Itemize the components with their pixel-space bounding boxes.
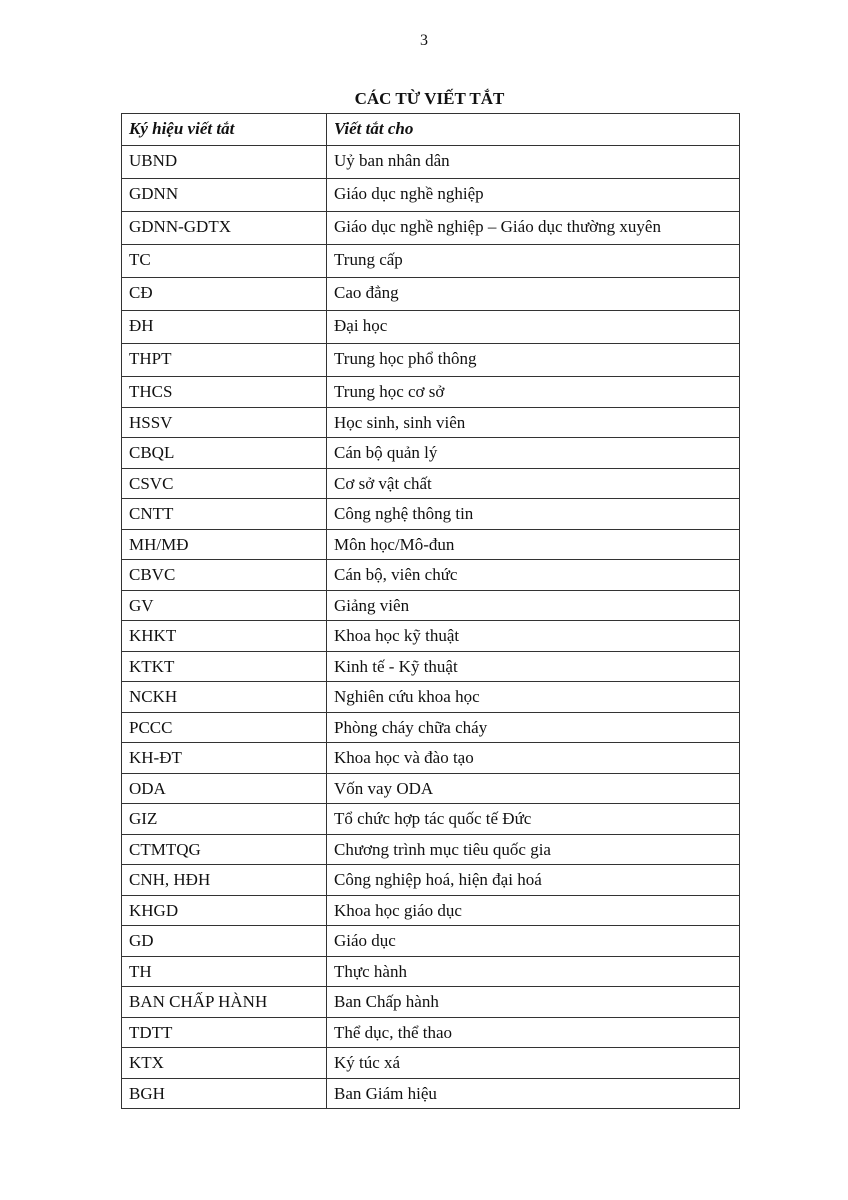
meaning-cell: Ban Giám hiệu: [327, 1078, 740, 1109]
abbreviation-cell: UBND: [122, 146, 327, 179]
abbreviation-cell: GDNN-GDTX: [122, 212, 327, 245]
meaning-cell: Cán bộ quản lý: [327, 438, 740, 469]
abbreviations-table-body: [122, 146, 740, 1109]
table-row: [122, 712, 740, 743]
abbreviation-cell: KH-ĐT: [122, 743, 327, 774]
meaning-cell: Đại học: [327, 311, 740, 344]
meaning-cell: Trung học phổ thông: [327, 344, 740, 377]
meaning-cell: Tổ chức hợp tác quốc tế Đức: [327, 804, 740, 835]
table-row: [122, 146, 740, 179]
meaning-cell: Khoa học và đào tạo: [327, 743, 740, 774]
table-row: [122, 804, 740, 835]
abbreviation-cell: GV: [122, 590, 327, 621]
table-row: [122, 529, 740, 560]
header-meaning: Viết tắt cho: [327, 114, 740, 146]
abbreviation-cell: CĐ: [122, 278, 327, 311]
table-header-row: [122, 114, 740, 146]
meaning-cell: Thực hành: [327, 956, 740, 987]
abbreviation-cell: CBQL: [122, 438, 327, 469]
abbreviation-cell: KHGD: [122, 895, 327, 926]
page-title: CÁC TỪ VIẾT TẮT: [354, 89, 505, 108]
meaning-cell: Cơ sở vật chất: [327, 468, 740, 499]
meaning-cell: Giáo dục nghề nghiệp: [327, 179, 740, 212]
table-row: [122, 499, 740, 530]
table-row: [122, 278, 740, 311]
table-row: [122, 212, 740, 245]
abbreviation-cell: KTKT: [122, 651, 327, 682]
table-row: [122, 377, 740, 408]
meaning-cell: Học sinh, sinh viên: [327, 407, 740, 438]
header-abbreviation: Ký hiệu viết tắt: [122, 114, 327, 146]
abbreviation-cell: HSSV: [122, 407, 327, 438]
table-row: [122, 956, 740, 987]
meaning-cell: Giáo dục: [327, 926, 740, 957]
meaning-cell: Công nghệ thông tin: [327, 499, 740, 530]
meaning-cell: Chương trình mục tiêu quốc gia: [327, 834, 740, 865]
meaning-cell: Công nghiệp hoá, hiện đại hoá: [327, 865, 740, 896]
abbreviation-cell: GDNN: [122, 179, 327, 212]
meaning-cell: Phòng cháy chữa cháy: [327, 712, 740, 743]
abbreviations-table: [121, 113, 740, 1109]
abbreviation-cell: BGH: [122, 1078, 327, 1109]
table-row: [122, 926, 740, 957]
table-row: [122, 621, 740, 652]
abbreviation-cell: THPT: [122, 344, 327, 377]
table-row: [122, 895, 740, 926]
abbreviation-cell: TDTT: [122, 1017, 327, 1048]
page-number: 3: [420, 32, 428, 49]
meaning-cell: Khoa học giáo dục: [327, 895, 740, 926]
abbreviation-cell: GD: [122, 926, 327, 957]
table-row: [122, 1078, 740, 1109]
table-row: [122, 468, 740, 499]
meaning-cell: Uỷ ban nhân dân: [327, 146, 740, 179]
table-row: [122, 590, 740, 621]
meaning-cell: Môn học/Mô-đun: [327, 529, 740, 560]
table-row: [122, 743, 740, 774]
table-row: [122, 407, 740, 438]
meaning-cell: Vốn vay ODA: [327, 773, 740, 804]
meaning-cell: Ban Chấp hành: [327, 987, 740, 1018]
meaning-cell: Cán bộ, viên chức: [327, 560, 740, 591]
abbreviation-cell: NCKH: [122, 682, 327, 713]
table-row: [122, 344, 740, 377]
abbreviation-cell: CBVC: [122, 560, 327, 591]
table-row: [122, 1048, 740, 1079]
table-row: [122, 1017, 740, 1048]
meaning-cell: Nghiên cứu khoa học: [327, 682, 740, 713]
table-row: [122, 311, 740, 344]
abbreviation-cell: CTMTQG: [122, 834, 327, 865]
meaning-cell: Trung học cơ sở: [327, 377, 740, 408]
table-row: [122, 179, 740, 212]
table-row: [122, 834, 740, 865]
abbreviation-cell: CNH, HĐH: [122, 865, 327, 896]
abbreviation-cell: KHKT: [122, 621, 327, 652]
abbreviation-cell: PCCC: [122, 712, 327, 743]
meaning-cell: Cao đẳng: [327, 278, 740, 311]
meaning-cell: Khoa học kỹ thuật: [327, 621, 740, 652]
abbreviation-cell: TH: [122, 956, 327, 987]
abbreviation-cell: GIZ: [122, 804, 327, 835]
table-row: [122, 773, 740, 804]
meaning-cell: Kinh tế - Kỹ thuật: [327, 651, 740, 682]
table-row: [122, 560, 740, 591]
meaning-cell: Giáo dục nghề nghiệp – Giáo dục thường xuyên: [327, 212, 740, 245]
table-row: [122, 987, 740, 1018]
abbreviation-cell: ĐH: [122, 311, 327, 344]
abbreviation-cell: ODA: [122, 773, 327, 804]
table-row: [122, 682, 740, 713]
abbreviation-cell: THCS: [122, 377, 327, 408]
abbreviation-cell: CNTT: [122, 499, 327, 530]
abbreviation-cell: TC: [122, 245, 327, 278]
table-row: [122, 438, 740, 469]
meaning-cell: Giảng viên: [327, 590, 740, 621]
meaning-cell: Trung cấp: [327, 245, 740, 278]
abbreviation-cell: MH/MĐ: [122, 529, 327, 560]
abbreviation-cell: CSVC: [122, 468, 327, 499]
meaning-cell: Thể dục, thể thao: [327, 1017, 740, 1048]
abbreviation-cell: BAN CHẤP HÀNH: [122, 987, 327, 1018]
table-row: [122, 865, 740, 896]
table-row: [122, 245, 740, 278]
abbreviation-cell: KTX: [122, 1048, 327, 1079]
meaning-cell: Ký túc xá: [327, 1048, 740, 1079]
table-row: [122, 651, 740, 682]
